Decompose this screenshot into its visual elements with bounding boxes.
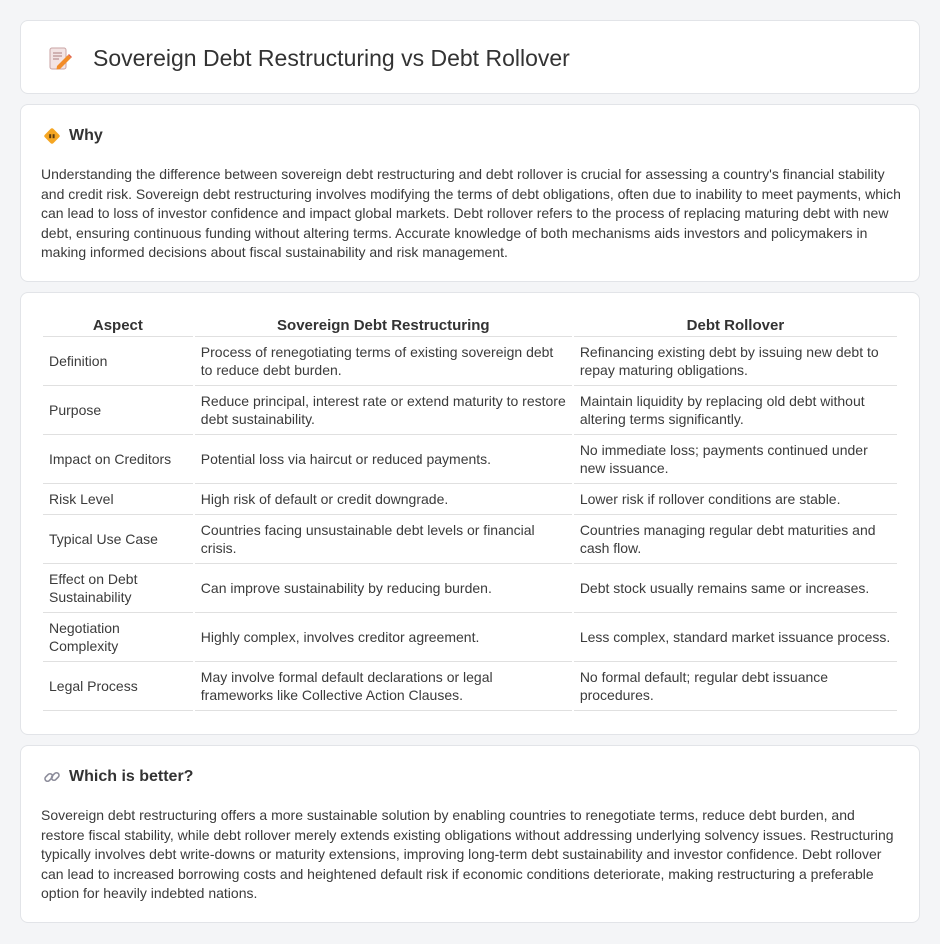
table-row — [43, 564, 897, 613]
title-card — [20, 20, 920, 94]
title-row — [47, 45, 570, 72]
comparison-table-card — [20, 292, 920, 735]
better-title: Which is better? — [69, 768, 194, 785]
cell-restructuring: May involve formal default declarations or legal frameworks like Collective Action Clauses. — [195, 662, 572, 711]
table-row — [43, 337, 897, 386]
cell-aspect: Purpose — [43, 386, 193, 435]
cell-rollover: No formal default; regular debt issuance procedures. — [574, 662, 897, 711]
header-rollover: Debt Rollover — [574, 315, 897, 337]
cell-restructuring: Reduce principal, interest rate or extend maturity to restore debt sustainability. — [195, 386, 572, 435]
table-row — [43, 515, 897, 564]
cell-restructuring: Can improve sustainability by reducing burden. — [195, 564, 572, 613]
why-body: Understanding the difference between sovereign debt restructuring and debt rollover is crucial for assessing a country's financial stability and credit risk. Sovereign debt restructuring involves modifying the terms of debt obligations, often due to inability to meet payments, which can lead to loss of investor confidence and impact global markets. Debt rollover refers to the process of replacing maturing debt with new debt, ensuring continuous funding without altering terms. Accurate knowledge of both mechanisms aids investors and policymakers in making informed decisions about fiscal sustainability and risk management. — [41, 166, 901, 261]
better-card — [20, 745, 920, 923]
cell-rollover: No immediate loss; payments continued under new issuance. — [574, 435, 897, 484]
cell-aspect: Definition — [43, 337, 193, 386]
why-title: Why — [69, 127, 103, 144]
cell-rollover: Countries managing regular debt maturities and cash flow. — [574, 515, 897, 564]
table-row — [43, 613, 897, 662]
cell-rollover: Debt stock usually remains same or increases. — [574, 564, 897, 613]
cell-rollover: Lower risk if rollover conditions are stable. — [574, 484, 897, 515]
table-header-row — [43, 315, 897, 337]
comparison-table — [41, 315, 899, 711]
why-header — [43, 127, 103, 145]
cell-aspect: Typical Use Case — [43, 515, 193, 564]
cell-restructuring: Countries facing unsustainable debt levels or financial crisis. — [195, 515, 572, 564]
cell-aspect: Risk Level — [43, 484, 193, 515]
cell-aspect: Negotiation Complexity — [43, 613, 193, 662]
header-aspect: Aspect — [43, 315, 193, 337]
cell-restructuring: Process of renegotiating terms of existing sovereign debt to reduce debt burden. — [195, 337, 572, 386]
cell-rollover: Maintain liquidity by replacing old debt without altering terms significantly. — [574, 386, 897, 435]
table-row — [43, 484, 897, 515]
table-row — [43, 662, 897, 711]
cell-restructuring: Highly complex, involves creditor agreement. — [195, 613, 572, 662]
document-pencil-icon — [47, 46, 73, 72]
better-header — [43, 768, 193, 786]
page-title: Sovereign Debt Restructuring vs Debt Rollover — [93, 45, 570, 71]
table-row — [43, 435, 897, 484]
cell-rollover: Refinancing existing debt by issuing new debt to repay maturing obligations. — [574, 337, 897, 386]
link-icon — [43, 768, 61, 786]
header-restructuring: Sovereign Debt Restructuring — [195, 315, 572, 337]
better-body: Sovereign debt restructuring offers a more sustainable solution by enabling countries to renegotiate terms, reduce debt burden, and restore fiscal stability, while debt rollover merely extends existing obligations without addressing underlying solvency issues. Restructuring typically involves debt write-downs or maturity extensions, improving long-term debt sustainability and investor confidence. Debt rollover can lead to increased borrowing costs and heightened default risk if economic conditions deteriorate, making restructuring a preferable option for heavily indebted nations. — [41, 807, 894, 902]
cell-aspect: Effect on Debt Sustainability — [43, 564, 193, 613]
cell-restructuring: High risk of default or credit downgrade. — [195, 484, 572, 515]
cell-restructuring: Potential loss via haircut or reduced payments. — [195, 435, 572, 484]
cell-aspect: Legal Process — [43, 662, 193, 711]
cell-rollover: Less complex, standard market issuance process. — [574, 613, 897, 662]
why-card — [20, 104, 920, 282]
cell-aspect: Impact on Creditors — [43, 435, 193, 484]
table-row — [43, 386, 897, 435]
diamond-sign-icon — [43, 127, 61, 145]
